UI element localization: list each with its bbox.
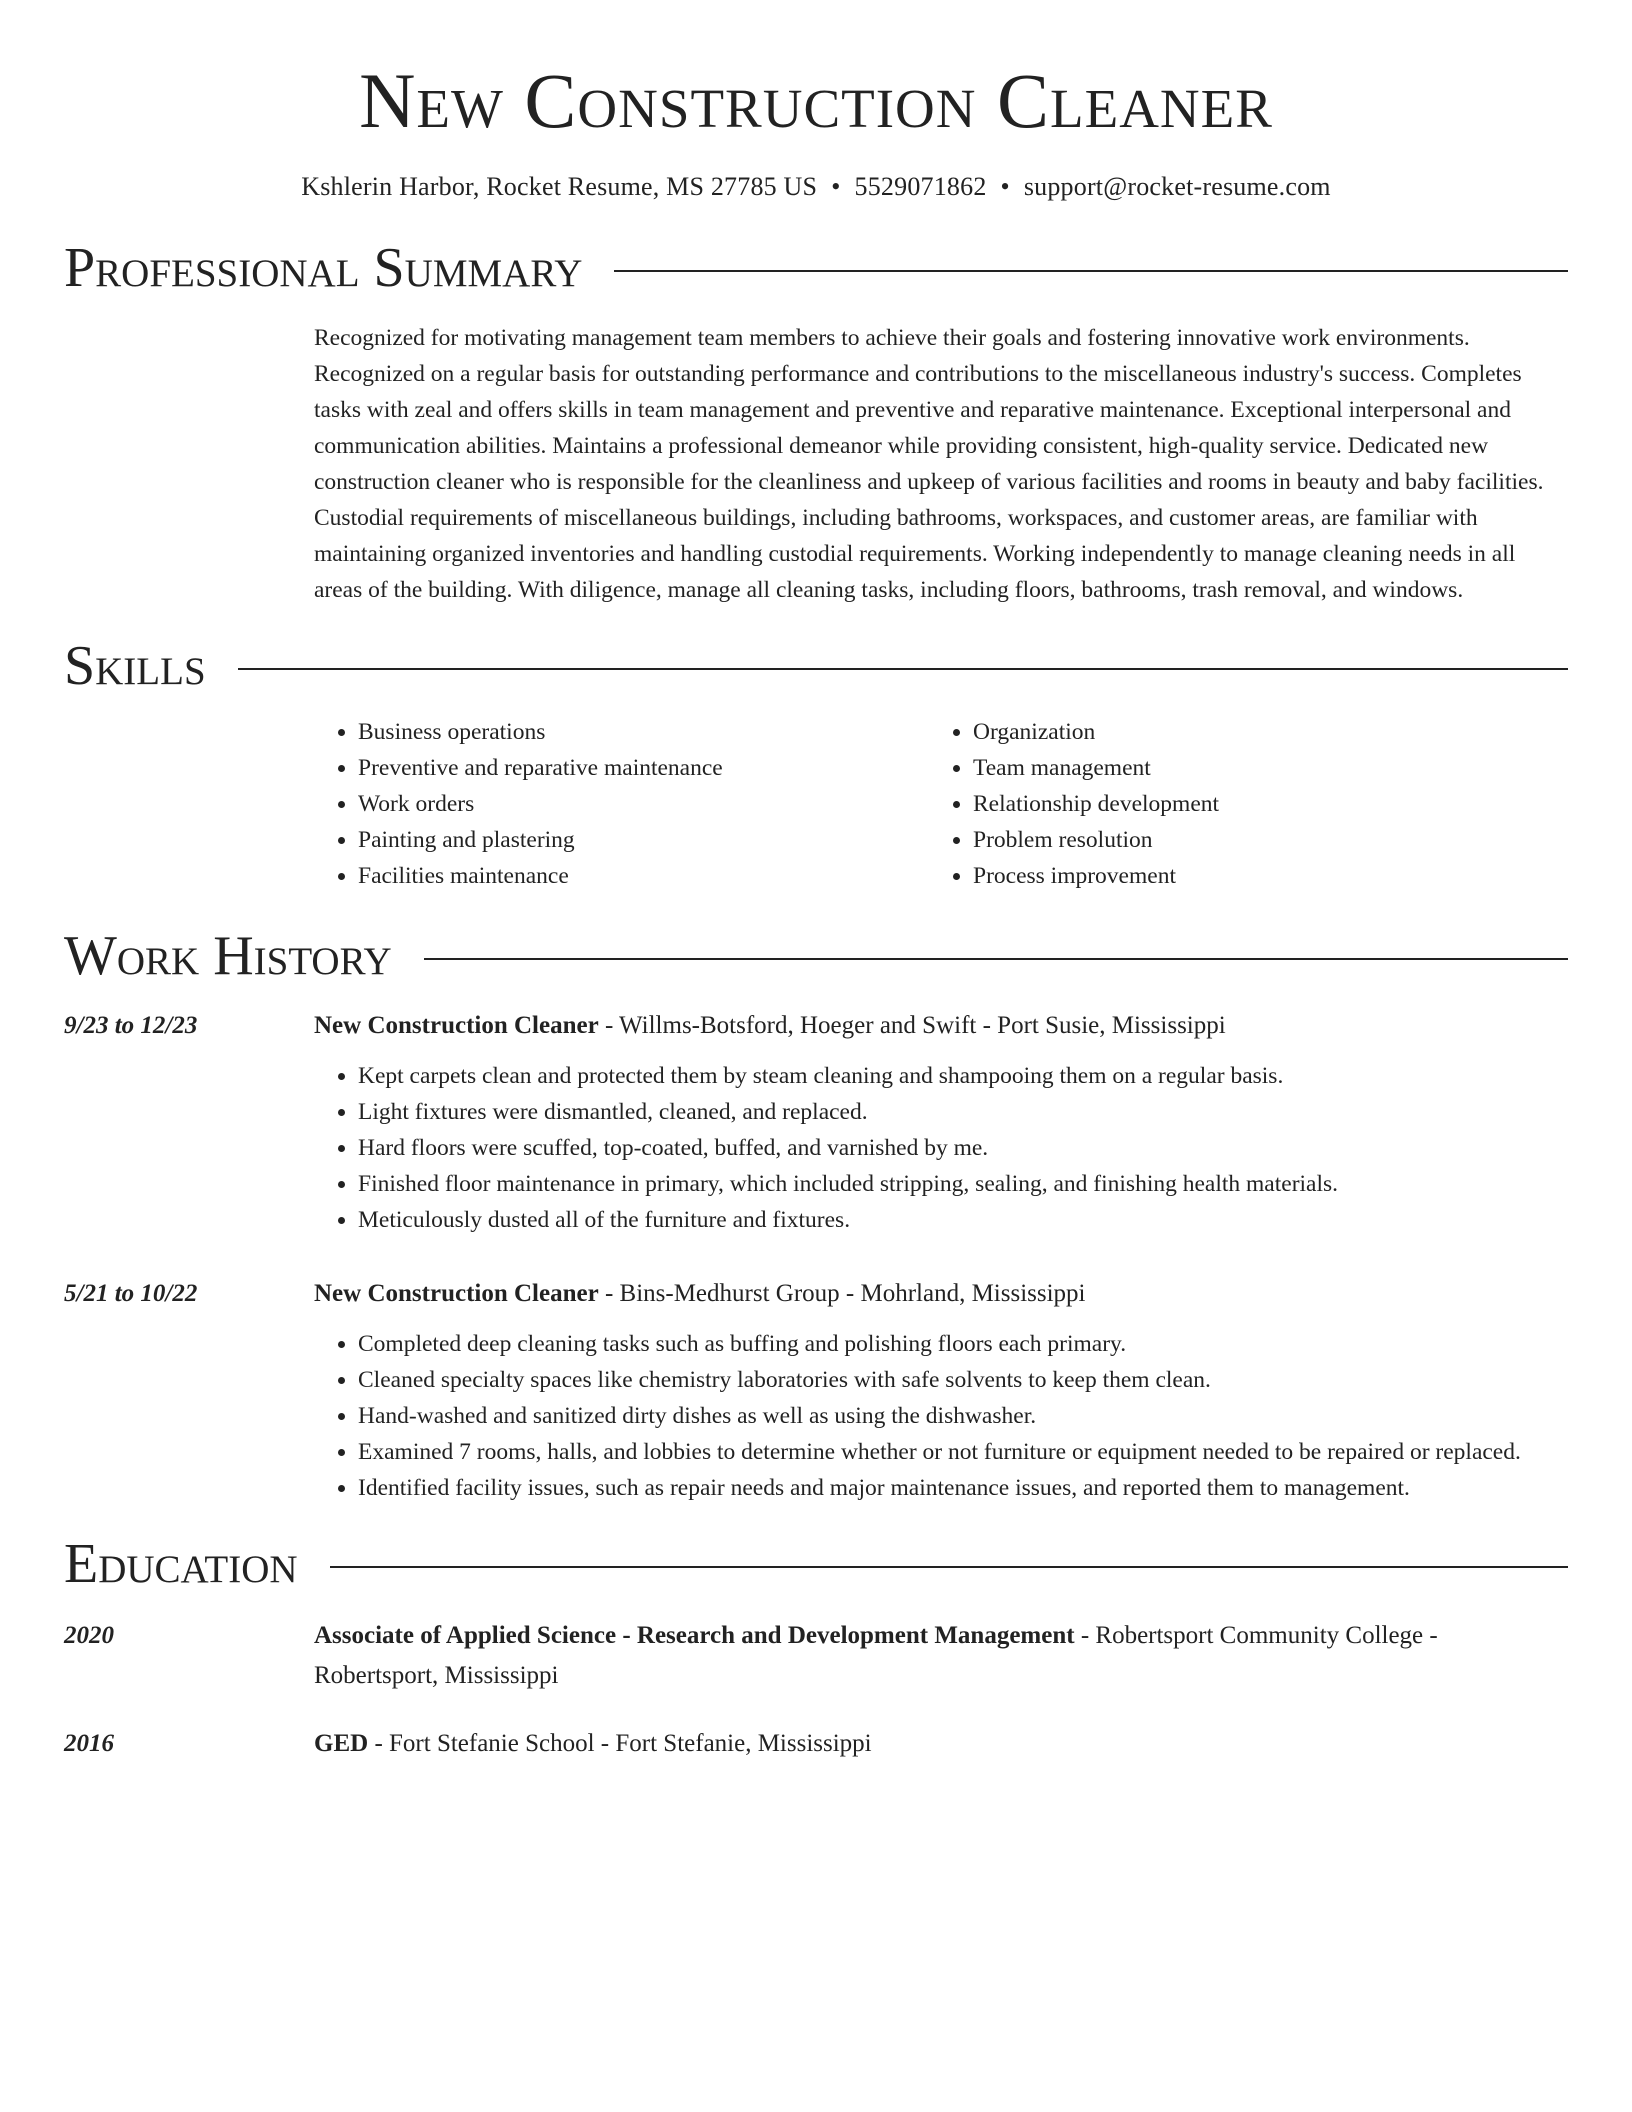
education-entry xyxy=(64,1724,1568,1764)
skills-column-left xyxy=(314,714,929,894)
job-heading xyxy=(314,1274,1568,1314)
summary-text: Recognized for motivating management team members to achieve their goals and fostering innovative work environments. Recognized on a regular basis for outstanding performance and contributions to the miscellaneous industry's success. Completes tasks with zeal and offers skills in team management and preventive and reparative maintenance. Exceptional interpersonal and communication abilities. Maintains a professional demeanor while providing consistent, high-quality service. Dedicated new construction cleaner who is responsible for the cleanliness and upkeep of various facilities and rooms in beauty and baby facilities. Custodial requirements of miscellaneous buildings, including bathrooms, workspaces, and customer areas, are familiar with maintaining organized inventories and handling custodial requirements. Working independently to manage cleaning needs in all areas of the building. With diligence, manage all cleaning tasks, including floors, bathrooms, trash removal, and windows. xyxy=(314,325,1544,603)
skill-item: • Organization xyxy=(973,714,1544,750)
contact-address: Kshlerin Harbor, Rocket Resume, MS 27785 US xyxy=(301,172,818,201)
job-bullets xyxy=(314,1326,1568,1506)
job-bullet: • Completed deep cleaning tasks such as buffing and polishing floors each primary. xyxy=(358,1326,1568,1362)
section-divider xyxy=(424,958,1568,960)
job-bullet: • Light fixtures were dismantled, cleaned, and replaced. xyxy=(358,1094,1568,1130)
education-school: - Robertsport Community College - Robertsport, Mississippi xyxy=(314,1622,1438,1689)
education-year: 2016 xyxy=(64,1730,114,1757)
contact-separator: • xyxy=(831,172,841,201)
job-bullet: • Hard floors were scuffed, top-coated, buffed, and varnished by me. xyxy=(358,1130,1568,1166)
skill-item: • Facilities maintenance xyxy=(358,858,929,894)
contact-separator: • xyxy=(1000,172,1010,201)
skill-item: • Preventive and reparative maintenance xyxy=(358,750,929,786)
job-entry xyxy=(64,1006,1568,1238)
education-entry xyxy=(64,1616,1568,1696)
job-body xyxy=(314,1006,1568,1238)
candidate-name: New Construction Cleaner xyxy=(359,57,1273,144)
job-bullets xyxy=(314,1058,1568,1238)
job-dates: 9/23 to 12/23 xyxy=(64,1012,198,1039)
education-school: - Fort Stefanie School - Fort Stefanie, Mississippi xyxy=(368,1730,872,1757)
job-body xyxy=(314,1274,1568,1506)
skill-item: • Work orders xyxy=(358,786,929,822)
job-bullet: • Cleaned specialty spaces like chemistry laboratories with safe solvents to keep them clean. xyxy=(358,1362,1568,1398)
education-degree: Associate of Applied Science - Research and Development Management xyxy=(314,1622,1075,1649)
skill-item: • Process improvement xyxy=(973,858,1544,894)
job-entry xyxy=(64,1274,1568,1506)
job-bullet: • Identified facility issues, such as repair needs and major maintenance issues, and reported them to management. xyxy=(358,1470,1568,1506)
section-divider xyxy=(238,668,1568,670)
skill-item: • Team management xyxy=(973,750,1544,786)
job-bullet: • Finished floor maintenance in primary, which included stripping, sealing, and finishing health materials. xyxy=(358,1166,1568,1202)
skill-item: • Business operations xyxy=(358,714,929,750)
section-divider xyxy=(330,1566,1568,1568)
contact-phone: 5529071862 xyxy=(854,172,987,201)
education-body xyxy=(314,1724,1568,1764)
skills-column-right xyxy=(929,714,1544,894)
job-employer: - Bins-Medhurst Group - Mohrland, Mississippi xyxy=(598,1280,1086,1307)
job-bullet: • Kept carpets clean and protected them by steam cleaning and shampooing them on a regular basis. xyxy=(358,1058,1568,1094)
education-section-header xyxy=(64,1533,1568,1595)
job-bullet: • Examined 7 rooms, halls, and lobbies to determine whether or not furniture or equipment needed to be repaired or replaced. xyxy=(358,1434,1568,1470)
skills-section-header xyxy=(64,635,1568,697)
skills-list xyxy=(314,714,1568,894)
skill-item: • Relationship development xyxy=(973,786,1544,822)
education-year: 2020 xyxy=(64,1622,114,1649)
work-section-title: Work History xyxy=(64,925,392,987)
work-section-header xyxy=(64,925,1568,987)
education-section-title: Education xyxy=(64,1533,298,1595)
skill-item: • Problem resolution xyxy=(973,822,1544,858)
summary-section-header xyxy=(64,237,1568,299)
skills-section-title: Skills xyxy=(64,635,206,697)
contact-email: support@rocket-resume.com xyxy=(1023,172,1331,201)
job-role: New Construction Cleaner xyxy=(314,1012,599,1039)
skill-item: • Painting and plastering xyxy=(358,822,929,858)
job-dates: 5/21 to 10/22 xyxy=(64,1280,198,1307)
job-heading xyxy=(314,1006,1568,1046)
summary-section-title: Professional Summary xyxy=(64,237,583,299)
education-degree: GED xyxy=(314,1730,369,1757)
education-body xyxy=(314,1616,1568,1696)
contact-line xyxy=(64,172,1568,202)
job-bullet: • Meticulously dusted all of the furniture and fixtures. xyxy=(358,1202,1568,1238)
section-divider xyxy=(614,270,1568,272)
job-bullet: • Hand-washed and sanitized dirty dishes as well as using the dishwasher. xyxy=(358,1398,1568,1434)
job-employer: - Willms-Botsford, Hoeger and Swift - Port Susie, Mississippi xyxy=(598,1012,1226,1039)
job-role: New Construction Cleaner xyxy=(314,1280,599,1307)
